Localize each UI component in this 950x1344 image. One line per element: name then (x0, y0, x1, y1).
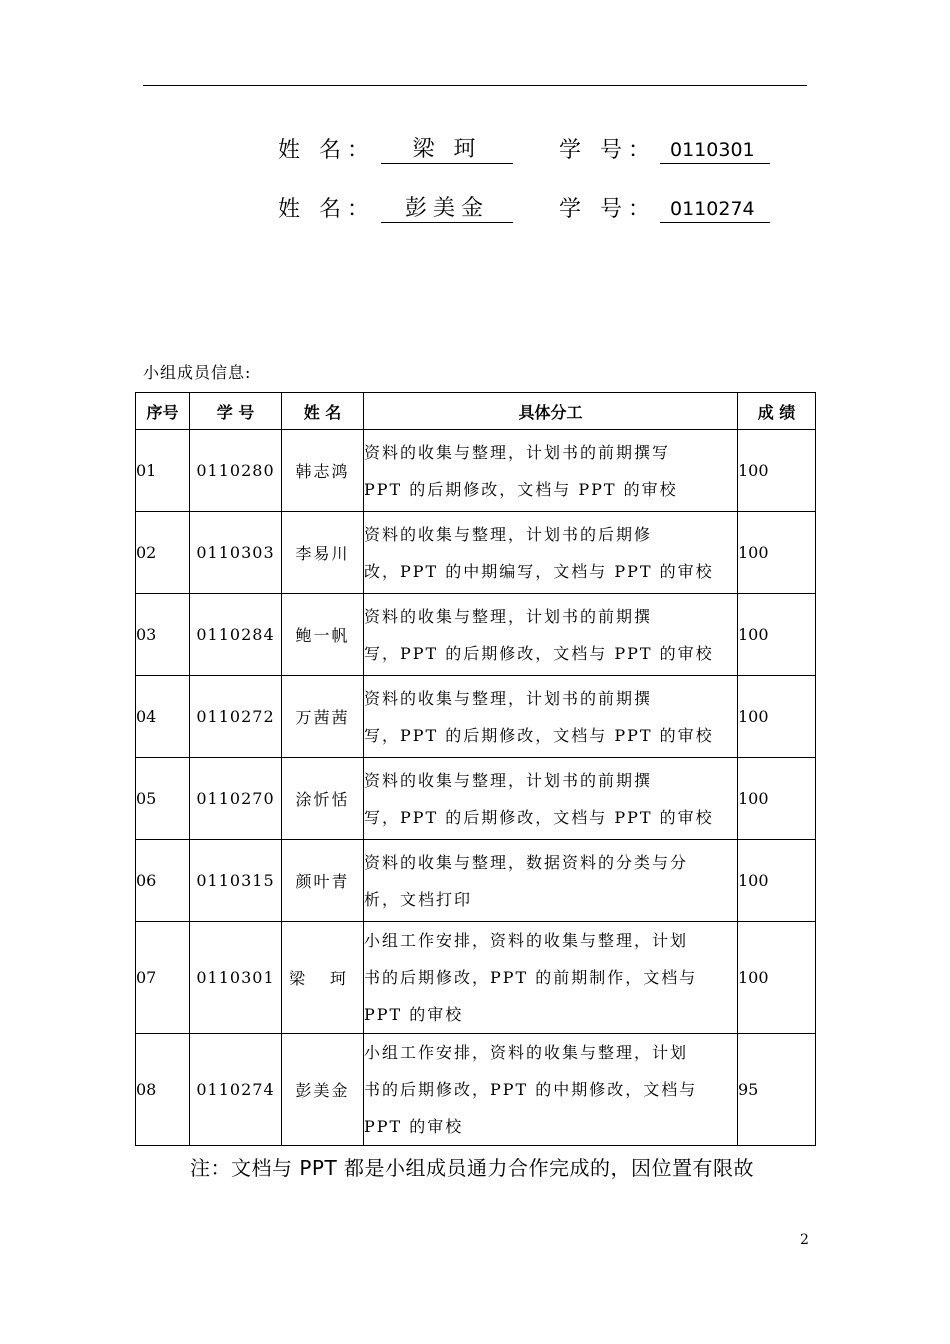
cell-id: 0110301 (190, 922, 282, 1034)
cell-id: 0110274 (190, 1034, 282, 1146)
cell-score: 100 (738, 594, 816, 676)
cell-task (364, 1034, 738, 1146)
task-line: 写，PPT 的后期修改，文档与 PPT 的审校 (364, 807, 714, 827)
cell-score: 100 (738, 430, 816, 512)
cell-name: 万茜茜 (282, 676, 364, 758)
page-number: 2 (800, 1232, 809, 1248)
task-line: 写，PPT 的后期修改，文档与 PPT 的审校 (364, 643, 714, 663)
cell-name: 彭美金 (282, 1034, 364, 1146)
task-line: 析，文档打印 (364, 889, 473, 909)
cell-task (364, 512, 738, 594)
cell-id: 0110303 (190, 512, 282, 594)
id-label: 学 号： (559, 138, 656, 163)
author-id: 0110274 (660, 196, 770, 223)
cell-task (364, 676, 738, 758)
name-label: 姓 名： (278, 197, 375, 222)
cell-id: 0110280 (190, 430, 282, 512)
cell-no: 08 (136, 1034, 190, 1146)
header-score: 成 绩 (738, 393, 816, 430)
cell-id: 0110270 (190, 758, 282, 840)
cell-name: 涂忻恬 (282, 758, 364, 840)
cell-task (364, 922, 738, 1034)
task-line: 小组工作安排，资料的收集与整理，计划 (364, 1043, 689, 1062)
table-row (136, 676, 816, 758)
task-line: PPT 的审校 (364, 1005, 464, 1024)
task-line: 改，PPT 的中期编写，文档与 PPT 的审校 (364, 561, 714, 581)
table-caption: 小组成员信息: (143, 363, 252, 382)
author-name: 梁 珂 (381, 137, 513, 164)
cell-task (364, 594, 738, 676)
cell-name: 鲍一帆 (282, 594, 364, 676)
table-row (136, 594, 816, 676)
cell-name: 韩志鸿 (282, 430, 364, 512)
header-no: 序号 (136, 393, 190, 430)
cell-score: 100 (738, 758, 816, 840)
cell-task (364, 758, 738, 840)
task-line: 书的后期修改，PPT 的前期制作，文档与 (364, 968, 698, 987)
task-line: 书的后期修改，PPT 的中期修改，文档与 (364, 1080, 698, 1099)
cell-task (364, 430, 738, 512)
header-name: 姓 名 (282, 393, 364, 430)
cell-score: 95 (738, 1034, 816, 1146)
cell-name: 李易川 (282, 512, 364, 594)
task-line: 资料的收集与整理，数据资料的分类与分 (364, 852, 689, 872)
cell-no: 06 (136, 840, 190, 922)
cell-no: 04 (136, 676, 190, 758)
table-row (136, 922, 816, 1034)
task-line: 资料的收集与整理，计划书的前期撰写 (364, 442, 671, 462)
task-line: 资料的收集与整理，计划书的前期撰 (364, 606, 653, 626)
cell-score: 100 (738, 512, 816, 594)
cell-score: 100 (738, 840, 816, 922)
table-row (136, 840, 816, 922)
task-line: 资料的收集与整理，计划书的后期修 (364, 524, 653, 544)
task-line: 小组工作安排，资料的收集与整理，计划 (364, 931, 689, 950)
table-row (136, 758, 816, 840)
cell-score: 100 (738, 676, 816, 758)
cell-no: 05 (136, 758, 190, 840)
cell-name: 颜叶青 (282, 840, 364, 922)
cell-id: 0110315 (190, 840, 282, 922)
id-label: 学 号： (559, 197, 656, 222)
cell-no: 02 (136, 512, 190, 594)
author-id: 0110301 (660, 137, 770, 164)
footnote: 注：文档与 PPT 都是小组成员通力合作完成的，因位置有限故 (190, 1156, 755, 1180)
cell-task (364, 840, 738, 922)
cell-no: 01 (136, 430, 190, 512)
author-row-2 (278, 183, 770, 223)
task-line: 资料的收集与整理，计划书的前期撰 (364, 770, 653, 790)
cell-no: 07 (136, 922, 190, 1034)
name-label: 姓 名： (278, 138, 375, 163)
task-line: PPT 的审校 (364, 1117, 464, 1136)
cell-id: 0110284 (190, 594, 282, 676)
task-line: 写，PPT 的后期修改，文档与 PPT 的审校 (364, 725, 714, 745)
table-row (136, 512, 816, 594)
author-name: 彭美金 (381, 196, 513, 223)
task-line: PPT 的后期修改，文档与 PPT 的审校 (364, 479, 678, 499)
table-header-row (136, 393, 816, 430)
member-table (135, 392, 816, 1146)
top-rule (143, 85, 807, 86)
cell-score: 100 (738, 922, 816, 1034)
author-row-1 (278, 124, 770, 164)
table-row (136, 1034, 816, 1146)
cell-id: 0110272 (190, 676, 282, 758)
header-task: 具体分工 (364, 393, 738, 430)
header-id: 学 号 (190, 393, 282, 430)
table-row (136, 430, 816, 512)
task-line: 资料的收集与整理，计划书的前期撰 (364, 688, 653, 708)
cell-name: 梁 珂 (282, 922, 364, 1034)
cell-no: 03 (136, 594, 190, 676)
